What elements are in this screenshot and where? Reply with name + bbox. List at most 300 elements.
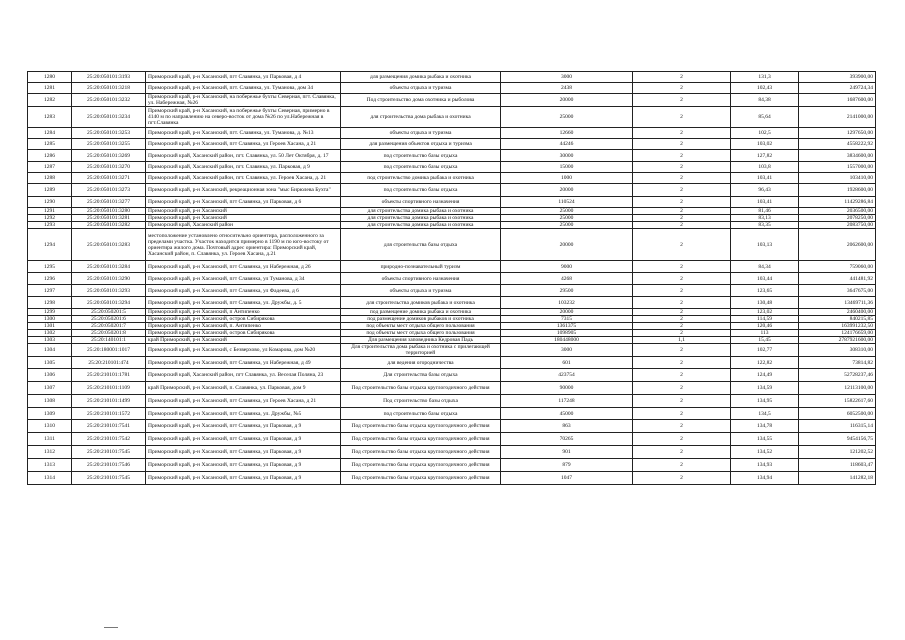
address-cell: Приморский край, р-н Хасанский, пгт Славянка, ул Фадеева, д 6 xyxy=(146,285,341,297)
cadastral-number-cell: 25:20:050201:5 xyxy=(72,309,146,316)
table-row xyxy=(28,323,876,330)
row-number-cell: 1304 xyxy=(28,344,72,357)
cadastral-value-cell: 2062600,00 xyxy=(799,229,876,261)
coefficient-cell: 2 xyxy=(633,107,731,128)
table-row xyxy=(28,222,876,229)
table-row xyxy=(28,420,876,433)
permitted-use-cell: Под строительство базы отдыха круглогодичного действия xyxy=(341,472,501,485)
rate-cell: 134,5 xyxy=(731,408,799,420)
area-cell: 25000 xyxy=(501,215,633,222)
coefficient-cell: 2 xyxy=(633,382,731,395)
coefficient-cell: 2 xyxy=(633,215,731,222)
area-cell: 1000 xyxy=(501,173,633,184)
row-number-cell: 1288 xyxy=(28,173,72,184)
cadastral-value-cell: 1687600,00 xyxy=(799,94,876,107)
cadastral-value-cell: 2078250,00 xyxy=(799,215,876,222)
coefficient-cell: 2 xyxy=(633,197,731,208)
cadastral-value-cell: 2787921600,00 xyxy=(799,337,876,344)
permitted-use-cell: для строительства домика рыбака и охотника xyxy=(341,215,501,222)
address-cell: местоположение установлено относительно ориентира, расположенного за пределами участка. Участок находится примерно в 1190 м по юго-востоку от ориентира жилого дома. Почтовый адрес ориентира: Приморский край, Хасанский район, п. Славянка, ул. Героев Хасана, д.21 xyxy=(146,229,341,261)
coefficient-cell: 2 xyxy=(633,150,731,162)
cadastral-number-cell: 25:20:210101:7545 xyxy=(72,472,146,485)
area-cell: 1098905 xyxy=(501,330,633,337)
coefficient-cell: 2 xyxy=(633,459,731,472)
rate-cell: 134,52 xyxy=(731,446,799,459)
row-number-cell: 1286 xyxy=(28,150,72,162)
permitted-use-cell: для размещения объектов отдыха и туризма xyxy=(341,139,501,150)
address-cell: Приморский край, р-н Хасанский, остров Сибирякова xyxy=(146,330,341,337)
permitted-use-cell: Под строительство базы отдыха круглогодичного действия xyxy=(341,433,501,446)
cadastral-number-cell: 25:20:050101:3255 xyxy=(72,139,146,150)
coefficient-cell: 2 xyxy=(633,316,731,323)
cadastral-value-cell: 308310,00 xyxy=(799,344,876,357)
address-cell: Приморский край, р-н Хасанский, пгт Славянка, ул. Дружбы, д. 5 xyxy=(146,297,341,309)
cadastral-number-cell: 25:20:210101:7542 xyxy=(72,433,146,446)
area-cell: 1047 xyxy=(501,472,633,485)
cadastral-number-cell: 25:20:050101:3193 xyxy=(72,72,146,83)
permitted-use-cell: Для строительства базы отдыха xyxy=(341,369,501,382)
rate-cell: 84,34 xyxy=(731,261,799,273)
table-row xyxy=(28,162,876,173)
table-row xyxy=(28,215,876,222)
table-row xyxy=(28,273,876,285)
area-cell: 45000 xyxy=(501,408,633,420)
cadastral-number-cell: 25:20:050101:3218 xyxy=(72,83,146,94)
row-number-cell: 1287 xyxy=(28,162,72,173)
table-row xyxy=(28,197,876,208)
table-row xyxy=(28,150,876,162)
address-cell: Приморский край, р-н Хасанский, с Безверхово, ул Комарова, дом №20 xyxy=(146,344,341,357)
cadastral-value-cell: 73814,82 xyxy=(799,357,876,369)
row-number-cell: 1280 xyxy=(28,72,72,83)
cadastral-number-cell: 25:20:050101:3290 xyxy=(72,273,146,285)
cadastral-number-cell: 25:20:050101:3271 xyxy=(72,173,146,184)
permitted-use-cell: объекты отдыха и туризма xyxy=(341,285,501,297)
rate-cell: 134,93 xyxy=(731,459,799,472)
cadastral-value-cell: 2141000,00 xyxy=(799,107,876,128)
area-cell: 1361375 xyxy=(501,323,633,330)
permitted-use-cell: для строительства домика рыбака и охотника xyxy=(341,208,501,215)
table-body xyxy=(28,72,876,485)
cadastral-number-cell: 25:20:180001:1017 xyxy=(72,344,146,357)
rate-cell: 103,44 xyxy=(731,273,799,285)
rate-cell: 83,13 xyxy=(731,215,799,222)
address-cell: Приморский край, р-н Хасанский, пгт. Славянка, ул. Тумановa, дом 34 xyxy=(146,83,341,94)
rate-cell: 134,59 xyxy=(731,382,799,395)
cadastral-value-cell: 52728237,46 xyxy=(799,369,876,382)
land-plot-table xyxy=(27,71,876,485)
coefficient-cell: 2 xyxy=(633,357,731,369)
coefficient-cell: 2 xyxy=(633,139,731,150)
rate-cell: 103,8 xyxy=(731,162,799,173)
coefficient-cell: 2 xyxy=(633,222,731,229)
row-number-cell: 1302 xyxy=(28,330,72,337)
table-row xyxy=(28,94,876,107)
table-row xyxy=(28,357,876,369)
row-number-cell: 1305 xyxy=(28,357,72,369)
coefficient-cell: 2 xyxy=(633,309,731,316)
rate-cell: 102,43 xyxy=(731,83,799,94)
cadastral-number-cell: 25:20:050101:3280 xyxy=(72,208,146,215)
cadastral-number-cell: 25:20:210101:1109 xyxy=(72,382,146,395)
area-cell: 29500 xyxy=(501,285,633,297)
rate-cell: 83,35 xyxy=(731,222,799,229)
row-number-cell: 1313 xyxy=(28,459,72,472)
area-cell: 9000 xyxy=(501,261,633,273)
row-number-cell: 1307 xyxy=(28,382,72,395)
permitted-use-cell: для строительства домиков рыбака и охотника xyxy=(341,297,501,309)
cadastral-number-cell: 25:20:050101:3284 xyxy=(72,261,146,273)
row-number-cell: 1290 xyxy=(28,197,72,208)
area-cell: 2438 xyxy=(501,83,633,94)
address-cell: Приморский край, Хасанский район, пгт. Славянка, ул. Парковая, д 9 xyxy=(146,162,341,173)
area-cell: 15000 xyxy=(501,162,633,173)
row-number-cell: 1297 xyxy=(28,285,72,297)
address-cell: Приморский край, р-н Хасанский, п. Антипенко xyxy=(146,323,341,330)
rate-cell: 103,41 xyxy=(731,173,799,184)
cadastral-number-cell: 25:20:050201:8 xyxy=(72,330,146,337)
permitted-use-cell: под размещение домика рыбака и охотника xyxy=(341,309,501,316)
cadastral-value-cell: 1928600,00 xyxy=(799,184,876,197)
cadastral-value-cell: 249724,34 xyxy=(799,83,876,94)
row-number-cell: 1282 xyxy=(28,94,72,107)
cadastral-number-cell: 25:20:050201:7 xyxy=(72,323,146,330)
row-number-cell: 1301 xyxy=(28,323,72,330)
permitted-use-cell: под строительство базы отдыха xyxy=(341,162,501,173)
cadastral-value-cell: 121202,52 xyxy=(799,446,876,459)
address-cell: Приморский край, р-н Хасанский, на побережье бухты Северная, пгт. Славянка, ул. Набережная, №26 xyxy=(146,94,341,107)
cadastral-value-cell: 1297650,00 xyxy=(799,128,876,139)
rate-cell: 103,02 xyxy=(731,139,799,150)
area-cell: 3000 xyxy=(501,344,633,357)
cadastral-value-cell: 163991232,50 xyxy=(799,323,876,330)
coefficient-cell: 2 xyxy=(633,128,731,139)
table-row xyxy=(28,72,876,83)
address-cell: Приморский край, р-н Хасанский xyxy=(146,208,341,215)
area-cell: 180448000 xyxy=(501,337,633,344)
area-cell: 25000 xyxy=(501,208,633,215)
cadastral-value-cell: 4558222,92 xyxy=(799,139,876,150)
address-cell: край Приморский, р-н Хасанский, п. Славянка, ул. Парковая, дом 9 xyxy=(146,382,341,395)
address-cell: Приморский край, р-н Хасанский, остров Сибирякова xyxy=(146,316,341,323)
coefficient-cell: 2 xyxy=(633,297,731,309)
rate-cell: 134,95 xyxy=(731,395,799,408)
table-row xyxy=(28,316,876,323)
table-row xyxy=(28,128,876,139)
address-cell: Приморский край, р-н Хасанский, пгт Славянка, ул Набережная, д 26 xyxy=(146,261,341,273)
rate-cell: 84,38 xyxy=(731,94,799,107)
permitted-use-cell: для строительства домика рыбака и охотника xyxy=(341,222,501,229)
table-row xyxy=(28,369,876,382)
table-row xyxy=(28,285,876,297)
area-cell: 3000 xyxy=(501,72,633,83)
cadastral-number-cell: 25:20:140101:1 xyxy=(72,337,146,344)
address-cell: Приморский край, р-н Хасанский, рекреационная зона "мыс Бирюлева Бухта" xyxy=(146,184,341,197)
cadastral-value-cell: 15822617,60 xyxy=(799,395,876,408)
coefficient-cell: 2 xyxy=(633,330,731,337)
table-row xyxy=(28,107,876,128)
permitted-use-cell: под размещение домиков рыбаков и охотника xyxy=(341,316,501,323)
area-cell: 90000 xyxy=(501,382,633,395)
rate-cell: 124,49 xyxy=(731,369,799,382)
address-cell: Приморский край, Хасанский район, пгт Славянка, ул. Веселая Поляна, 23 xyxy=(146,369,341,382)
cadastral-number-cell: 25:20:050101:3277 xyxy=(72,197,146,208)
area-cell: 20000 xyxy=(501,94,633,107)
address-cell: Приморский край, р-н Хасанский, пгт Славянка, ул Парковая, д 9 xyxy=(146,433,341,446)
cadastral-value-cell: 393900,00 xyxy=(799,72,876,83)
cadastral-value-cell: 2036500,00 xyxy=(799,208,876,215)
area-cell: 110524 xyxy=(501,197,633,208)
row-number-cell: 1309 xyxy=(28,408,72,420)
permitted-use-cell: под строительство домика рыбака и охотника xyxy=(341,173,501,184)
permitted-use-cell: под объекты мест отдыха общего пользования xyxy=(341,323,501,330)
permitted-use-cell: Под строительство базы отдыха круглогодичного действия xyxy=(341,420,501,433)
coefficient-cell: 2 xyxy=(633,261,731,273)
coefficient-cell: 2 xyxy=(633,369,731,382)
address-cell: Приморский край, р-н Хасанский, пгт Славянка, ул Набережная, д 49 xyxy=(146,357,341,369)
row-number-cell: 1285 xyxy=(28,139,72,150)
cadastral-value-cell: 1557000,00 xyxy=(799,162,876,173)
rate-cell: 123,02 xyxy=(731,309,799,316)
row-number-cell: 1284 xyxy=(28,128,72,139)
area-cell: 20000 xyxy=(501,229,633,261)
address-cell: Приморский край, р-н Хасанский, пгт Славянка, ул Героев Хасана, д 21 xyxy=(146,139,341,150)
row-number-cell: 1298 xyxy=(28,297,72,309)
cadastral-value-cell: 13469711,36 xyxy=(799,297,876,309)
row-number-cell: 1306 xyxy=(28,369,72,382)
coefficient-cell: 2 xyxy=(633,395,731,408)
cadastral-value-cell: 11429286,84 xyxy=(799,197,876,208)
coefficient-cell: 2 xyxy=(633,83,731,94)
permitted-use-cell: Под строительство базы отдыха круглогодичного действия xyxy=(341,382,501,395)
cadastral-value-cell: 124176659,00 xyxy=(799,330,876,337)
area-cell: 879 xyxy=(501,459,633,472)
cadastral-number-cell: 25:20:050101:3253 xyxy=(72,128,146,139)
permitted-use-cell: Для строительства дома рыбака и охотника с прилегающей территорией xyxy=(341,344,501,357)
rate-cell: 102,77 xyxy=(731,344,799,357)
coefficient-cell: 2 xyxy=(633,344,731,357)
table-row xyxy=(28,173,876,184)
coefficient-cell: 2 xyxy=(633,433,731,446)
cadastral-value-cell: 3834600,00 xyxy=(799,150,876,162)
address-cell: Приморский край, р-н Хасанский, пгт Славянка, ул Парковая, д 9 xyxy=(146,459,341,472)
cadastral-number-cell: 25:20:050101:3294 xyxy=(72,297,146,309)
cadastral-value-cell: 12113100,00 xyxy=(799,382,876,395)
cadastral-number-cell: 25:20:050101:3281 xyxy=(72,215,146,222)
area-cell: 25000 xyxy=(501,107,633,128)
cadastral-number-cell: 25:20:050101:3270 xyxy=(72,162,146,173)
table-row xyxy=(28,433,876,446)
cadastral-number-cell: 25:20:210101:7545 xyxy=(72,446,146,459)
address-cell: Приморский край, р-н Хасанский, пгт Славянка, ул Парковая, д 4 xyxy=(146,72,341,83)
row-number-cell: 1281 xyxy=(28,83,72,94)
coefficient-cell: 2 xyxy=(633,162,731,173)
permitted-use-cell: Под строительство базы отдыха xyxy=(341,395,501,408)
coefficient-cell: 2 xyxy=(633,446,731,459)
address-cell: Приморский край, р-н Хасанский, пгт Славянка, ул Парковая, д 9 xyxy=(146,420,341,433)
address-cell: Приморский край, р-н Хасанский, пгт Славянка, ул. Дружбы, №5 xyxy=(146,408,341,420)
cadastral-value-cell: 759060,00 xyxy=(799,261,876,273)
table-row xyxy=(28,309,876,316)
permitted-use-cell: Под строительство дома охотника и рыболова xyxy=(341,94,501,107)
coefficient-cell: 2 xyxy=(633,229,731,261)
area-cell: 25000 xyxy=(501,222,633,229)
cadastral-value-cell: 441481,92 xyxy=(799,273,876,285)
rate-cell: 130,48 xyxy=(731,297,799,309)
cadastral-value-cell: 3647675,00 xyxy=(799,285,876,297)
table-row xyxy=(28,297,876,309)
coefficient-cell: 2 xyxy=(633,472,731,485)
address-cell: Приморский край, Хасанский район, пгт. Славянка, ул. Героев Хасана, д. 21 xyxy=(146,173,341,184)
row-number-cell: 1292 xyxy=(28,215,72,222)
address-cell: Приморский край, Хасанский район, пгт. Славянка, ул. 50 Лет Октября, д. 17 xyxy=(146,150,341,162)
cadastral-number-cell: 25:20:050101:3232 xyxy=(72,94,146,107)
row-number-cell: 1289 xyxy=(28,184,72,197)
rate-cell: 102,5 xyxy=(731,128,799,139)
table-row xyxy=(28,472,876,485)
cadastral-value-cell: 2460400,00 xyxy=(799,309,876,316)
coefficient-cell: 2 xyxy=(633,323,731,330)
table-row xyxy=(28,459,876,472)
permitted-use-cell: под строительство базы отдыха xyxy=(341,408,501,420)
area-cell: 863 xyxy=(501,420,633,433)
address-cell: Приморский край, Хасанский район xyxy=(146,222,341,229)
permitted-use-cell: Под строительство базы отдыха круглогодичного действия xyxy=(341,459,501,472)
coefficient-cell: 2 xyxy=(633,184,731,197)
area-cell: 4268 xyxy=(501,273,633,285)
row-number-cell: 1310 xyxy=(28,420,72,433)
permitted-use-cell: объекты отдыха и туризма xyxy=(341,83,501,94)
cadastral-number-cell: 25:20:050101:3234 xyxy=(72,107,146,128)
cadastral-number-cell: 25:20:210101:474 xyxy=(72,357,146,369)
table-row xyxy=(28,229,876,261)
cadastral-number-cell: 25:20:050201:6 xyxy=(72,316,146,323)
row-number-cell: 1295 xyxy=(28,261,72,273)
cadastral-value-cell: 103410,00 xyxy=(799,173,876,184)
row-number-cell: 1314 xyxy=(28,472,72,485)
row-number-cell: 1283 xyxy=(28,107,72,128)
address-cell: край Приморский, р-н Хасанский xyxy=(146,337,341,344)
cadastral-number-cell: 25:20:050101:3293 xyxy=(72,285,146,297)
address-cell: Приморский край, р-н Хасанский xyxy=(146,215,341,222)
address-cell: Приморский край, р-н Хасанский, пгт. Славянка, ул. Туманова, д. №13 xyxy=(146,128,341,139)
cadastral-value-cell: 6052500,00 xyxy=(799,408,876,420)
row-number-cell: 1311 xyxy=(28,433,72,446)
rate-cell: 81,46 xyxy=(731,208,799,215)
coefficient-cell: 2 xyxy=(633,94,731,107)
table-row xyxy=(28,261,876,273)
cadastral-number-cell: 25:20:050101:3282 xyxy=(72,222,146,229)
row-number-cell: 1296 xyxy=(28,273,72,285)
area-cell: 20000 xyxy=(501,309,633,316)
row-number-cell: 1303 xyxy=(28,337,72,344)
cadastral-number-cell: 25:20:050101:3269 xyxy=(72,150,146,162)
row-number-cell: 1308 xyxy=(28,395,72,408)
rate-cell: 15,45 xyxy=(731,337,799,344)
rate-cell: 103,41 xyxy=(731,197,799,208)
coefficient-cell: 2 xyxy=(633,420,731,433)
permitted-use-cell: Для размещения заповедника Кедровая Падь xyxy=(341,337,501,344)
cadastral-number-cell: 25:20:210101:1499 xyxy=(72,395,146,408)
coefficient-cell: 2 xyxy=(633,273,731,285)
address-cell: Приморский край, р-н Хасанский, п Антипенко xyxy=(146,309,341,316)
permitted-use-cell: под строительство базы отдыха xyxy=(341,150,501,162)
area-cell: 423754 xyxy=(501,369,633,382)
rate-cell: 123,65 xyxy=(731,285,799,297)
rate-cell: 113 xyxy=(731,330,799,337)
area-cell: 103232 xyxy=(501,297,633,309)
permitted-use-cell: природно-познавательный туризм xyxy=(341,261,501,273)
table-row xyxy=(28,337,876,344)
table-row xyxy=(28,408,876,420)
permitted-use-cell: объекты спортивного назначения xyxy=(341,273,501,285)
cadastral-number-cell: 25:20:210101:7546 xyxy=(72,459,146,472)
rate-cell: 114,59 xyxy=(731,316,799,323)
row-number-cell: 1312 xyxy=(28,446,72,459)
coefficient-cell: 2 xyxy=(633,72,731,83)
area-cell: 117248 xyxy=(501,395,633,408)
row-number-cell: 1294 xyxy=(28,229,72,261)
table-row xyxy=(28,395,876,408)
address-cell: Приморский край, р-н Хасанский, пгт Славянка, ул Туманова, д 34 xyxy=(146,273,341,285)
cadastral-value-cell: 9454156,75 xyxy=(799,433,876,446)
permitted-use-cell: для строительства дома рыбака и охотника xyxy=(341,107,501,128)
coefficient-cell: 2 xyxy=(633,208,731,215)
permitted-use-cell: объекты спортивного назначения xyxy=(341,197,501,208)
rate-cell: 134,78 xyxy=(731,420,799,433)
cadastral-value-cell: 118603,47 xyxy=(799,459,876,472)
cadastral-number-cell: 25:20:210101:1572 xyxy=(72,408,146,420)
rate-cell: 103,13 xyxy=(731,229,799,261)
cadastral-value-cell: 141282,18 xyxy=(799,472,876,485)
area-cell: 30000 xyxy=(501,150,633,162)
cadastral-number-cell: 25:20:050101:3283 xyxy=(72,229,146,261)
rate-cell: 122,82 xyxy=(731,357,799,369)
table-row xyxy=(28,83,876,94)
row-number-cell: 1293 xyxy=(28,222,72,229)
coefficient-cell: 2 xyxy=(633,285,731,297)
area-cell: 70265 xyxy=(501,433,633,446)
address-cell: Приморский край, р-н Хасанский, пгт Славянка, ул Парковая, д 6 xyxy=(146,197,341,208)
cadastral-number-cell: 25:20:050101:3273 xyxy=(72,184,146,197)
address-cell: Приморский край, р-н Хасанский, пгт Славянка, ул Парковая, д 9 xyxy=(146,446,341,459)
rate-cell: 127,82 xyxy=(731,150,799,162)
rate-cell: 120,46 xyxy=(731,323,799,330)
permitted-use-cell: для строительства базы отдыха xyxy=(341,229,501,261)
area-cell: 12660 xyxy=(501,128,633,139)
permitted-use-cell: под объекты мест отдыха общего пользования xyxy=(341,330,501,337)
coefficient-cell: 1,1 xyxy=(633,337,731,344)
area-cell: 7315 xyxy=(501,316,633,323)
cadastral-value-cell: 840215,85 xyxy=(799,316,876,323)
permitted-use-cell: объекты отдыха и туризма xyxy=(341,128,501,139)
area-cell: 901 xyxy=(501,446,633,459)
rate-cell: 85,64 xyxy=(731,107,799,128)
area-cell: 44246 xyxy=(501,139,633,150)
cadastral-number-cell: 25:20:210101:7541 xyxy=(72,420,146,433)
row-number-cell: 1300 xyxy=(28,316,72,323)
coefficient-cell: 2 xyxy=(633,173,731,184)
rate-cell: 134,55 xyxy=(731,433,799,446)
cadastral-value-cell: 2083750,00 xyxy=(799,222,876,229)
table-row xyxy=(28,382,876,395)
document-page xyxy=(27,71,876,485)
row-number-cell: 1291 xyxy=(28,208,72,215)
permitted-use-cell: для размещения домика рыбака и охотника xyxy=(341,72,501,83)
cadastral-value-cell: 116315,14 xyxy=(799,420,876,433)
address-cell: Приморский край, р-н Хасанский, на побережье бухты Северная, примерно в 4140 м по направлению на северо-восток от дома №26 по ул.Набережная в пгт.Славянка xyxy=(146,107,341,128)
permitted-use-cell: для ведения огородничества xyxy=(341,357,501,369)
